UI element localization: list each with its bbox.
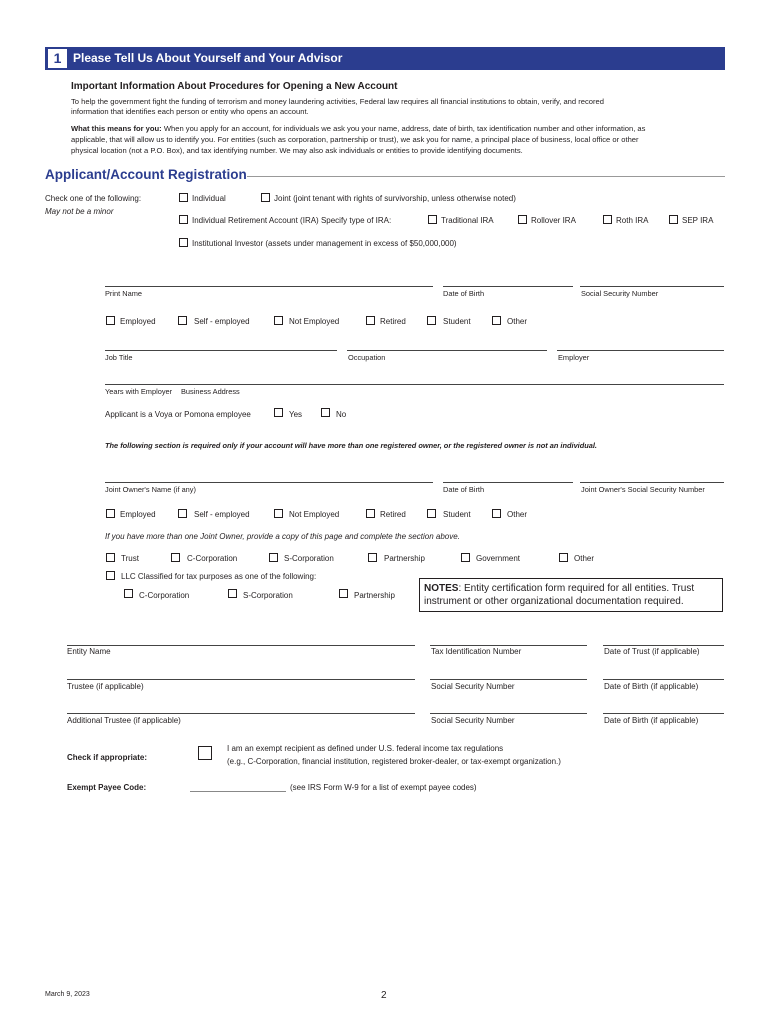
dob-label: Date of Birth bbox=[443, 289, 485, 298]
info-para2-text: When you apply for an account, for individuals we ask you your name, address, date of birth, tax identification number and other information, as bbox=[161, 124, 646, 133]
sep-ira-label: SEP IRA bbox=[682, 216, 714, 225]
llc-checkbox[interactable] bbox=[106, 571, 115, 580]
info-para1-line1: To help the government fight the funding of terrorism and money laundering activities, Federal law requires all financial institutions to obtain, verify, and recored bbox=[71, 97, 604, 106]
date-of-trust-label: Date of Trust (if applicable) bbox=[604, 647, 700, 656]
page-number: 2 bbox=[381, 990, 387, 1001]
important-info-heading: Important Information About Procedures for Opening a New Account bbox=[71, 81, 398, 92]
employed-checkbox[interactable] bbox=[106, 316, 115, 325]
notes-text bbox=[424, 582, 694, 608]
ira-checkbox[interactable] bbox=[179, 215, 188, 224]
llc-s-corp-checkbox[interactable] bbox=[228, 589, 237, 598]
check-one-label: Check one of the following: bbox=[45, 194, 142, 203]
joint-label: Joint (joint tenant with rights of survivorship, unless otherwise noted) bbox=[274, 194, 516, 203]
llc-label: LLC Classified for tax purposes as one of the following: bbox=[121, 572, 317, 581]
info-para2-line2: applicable, that will allow us to identify you. For entities (such as corporation, partnership or trust), we ask you for name, a principal place of business, local office or other bbox=[71, 135, 639, 144]
notes-line1: : Entity certification form required for all entities. Trust bbox=[458, 583, 695, 594]
info-para1-line2: information that identifies each person or entity who opens an account. bbox=[71, 107, 309, 116]
institutional-label: Institutional Investor (assets under management in excess of $50,000,000) bbox=[192, 239, 457, 248]
sep-ira-checkbox[interactable] bbox=[669, 215, 678, 224]
ira-label: Individual Retirement Account (IRA) Specify type of IRA: bbox=[192, 216, 392, 225]
exempt-line2: (e.g., C-Corporation, financial institution, registered broker-dealer, or tax-exempt organization.) bbox=[227, 757, 561, 766]
traditional-ira-label: Traditional IRA bbox=[441, 216, 494, 225]
joint-ssn-label: Joint Owner's Social Security Number bbox=[581, 485, 705, 494]
joint-ssn-line[interactable] bbox=[580, 482, 724, 483]
add-trustee-label: Additional Trustee (if applicable) bbox=[67, 716, 181, 725]
trust-checkbox[interactable] bbox=[106, 553, 115, 562]
government-checkbox[interactable] bbox=[461, 553, 470, 562]
joint-self-employed-checkbox[interactable] bbox=[178, 509, 187, 518]
institutional-checkbox[interactable] bbox=[179, 238, 188, 247]
llc-partnership-label: Partnership bbox=[354, 591, 395, 600]
registration-title: Applicant/Account Registration bbox=[45, 167, 247, 182]
joint-employed-checkbox[interactable] bbox=[106, 509, 115, 518]
notes-bold: NOTES bbox=[424, 583, 459, 594]
joint-employed-label: Employed bbox=[120, 510, 156, 519]
date-of-trust-line[interactable] bbox=[603, 645, 724, 646]
info-para2-line1 bbox=[71, 124, 645, 135]
print-name-label: Print Name bbox=[105, 289, 142, 298]
individual-label: Individual bbox=[192, 194, 226, 203]
employer-line[interactable] bbox=[557, 350, 724, 351]
voya-question: Applicant is a Voya or Pomona employee bbox=[105, 410, 251, 419]
entity-other-checkbox[interactable] bbox=[559, 553, 568, 562]
dob-line[interactable] bbox=[443, 286, 573, 287]
other-label: Other bbox=[507, 317, 528, 326]
exempt-checkbox[interactable] bbox=[198, 746, 212, 760]
exempt-payee-code-field[interactable] bbox=[190, 791, 286, 792]
student-checkbox[interactable] bbox=[427, 316, 436, 325]
exempt-payee-code-label: Exempt Payee Code: bbox=[67, 783, 147, 792]
c-corp-label: C-Corporation bbox=[187, 554, 238, 563]
job-title-label: Job Title bbox=[105, 353, 133, 362]
not-minor-note: May not be a minor bbox=[45, 207, 114, 216]
joint-not-employed-label: Not Employed bbox=[289, 510, 340, 519]
self-employed-checkbox[interactable] bbox=[178, 316, 187, 325]
info-para2-bold: What this means for you: bbox=[71, 124, 162, 133]
trust-label: Trust bbox=[121, 554, 139, 563]
trustee-label: Trustee (if applicable) bbox=[67, 682, 144, 691]
joint-section-note: The following section is required only if your account will have more than one registered owner, or the registered owner is not an individual. bbox=[105, 441, 597, 450]
not-employed-label: Not Employed bbox=[289, 317, 340, 326]
entity-name-label: Entity Name bbox=[67, 647, 111, 656]
joint-dob-label: Date of Birth bbox=[443, 485, 485, 494]
tin-label: Tax Identification Number bbox=[431, 647, 522, 656]
joint-self-employed-label: Self - employed bbox=[194, 510, 250, 519]
student-label: Student bbox=[443, 317, 471, 326]
rollover-ira-label: Rollover IRA bbox=[531, 216, 576, 225]
job-title-line[interactable] bbox=[105, 350, 337, 351]
joint-name-label: Joint Owner's Name (if any) bbox=[105, 485, 196, 494]
footer-date: March 9, 2023 bbox=[45, 991, 90, 998]
occupation-label: Occupation bbox=[348, 353, 386, 362]
joint-student-label: Student bbox=[443, 510, 471, 519]
add-trustee-line[interactable] bbox=[67, 713, 415, 714]
check-if-appropriate-label: Check if appropriate: bbox=[67, 753, 148, 762]
trustee-dob-line[interactable] bbox=[603, 679, 724, 680]
section-banner bbox=[45, 47, 725, 70]
employed-label: Employed bbox=[120, 317, 156, 326]
self-employed-label: Self - employed bbox=[194, 317, 250, 326]
exempt-line1: I am an exempt recipient as defined under U.S. federal income tax regulations bbox=[227, 744, 504, 753]
individual-checkbox[interactable] bbox=[179, 193, 188, 202]
years-with-employer-label: Years with Employer bbox=[105, 387, 173, 396]
joint-dob-line[interactable] bbox=[443, 482, 573, 483]
not-employed-checkbox[interactable] bbox=[274, 316, 283, 325]
section-number: 1 bbox=[48, 49, 67, 68]
trustee-dob-label: Date of Birth (if applicable) bbox=[604, 682, 699, 691]
llc-c-corp-label: C-Corporation bbox=[139, 591, 190, 600]
voya-no-label: No bbox=[336, 410, 347, 419]
llc-s-corp-label: S-Corporation bbox=[243, 591, 293, 600]
s-corp-label: S-Corporation bbox=[284, 554, 334, 563]
voya-yes-checkbox[interactable] bbox=[274, 408, 283, 417]
section-title: Please Tell Us About Yourself and Your Advisor bbox=[73, 51, 343, 65]
employer-label: Employer bbox=[558, 353, 590, 362]
s-corp-checkbox[interactable] bbox=[269, 553, 278, 562]
add-trustee-dob-line[interactable] bbox=[603, 713, 724, 714]
add-trustee-ssn-line[interactable] bbox=[430, 713, 587, 714]
llc-partnership-checkbox[interactable] bbox=[339, 589, 348, 598]
other-checkbox[interactable] bbox=[492, 316, 501, 325]
voya-no-checkbox[interactable] bbox=[321, 408, 330, 417]
retired-checkbox[interactable] bbox=[366, 316, 375, 325]
entity-other-label: Other bbox=[574, 554, 595, 563]
roth-ira-checkbox[interactable] bbox=[603, 215, 612, 224]
add-trustee-ssn-label: Social Security Number bbox=[431, 716, 515, 725]
tin-line[interactable] bbox=[430, 645, 587, 646]
business-address-label: Business Address bbox=[181, 387, 240, 396]
partnership-checkbox[interactable] bbox=[368, 553, 377, 562]
government-label: Government bbox=[476, 554, 521, 563]
occupation-line[interactable] bbox=[347, 350, 547, 351]
print-name-line[interactable] bbox=[105, 286, 433, 287]
joint-other-label: Other bbox=[507, 510, 528, 519]
notes-line2: instrument or other organizational documentation required. bbox=[424, 596, 684, 607]
joint-copy-note: If you have more than one Joint Owner, provide a copy of this page and complete the section above. bbox=[105, 532, 460, 541]
entity-name-line[interactable] bbox=[67, 645, 415, 646]
trustee-ssn-line[interactable] bbox=[430, 679, 587, 680]
title-rule bbox=[247, 176, 725, 177]
voya-yes-label: Yes bbox=[289, 410, 303, 419]
partnership-label: Partnership bbox=[384, 554, 425, 563]
business-address-line[interactable] bbox=[105, 384, 724, 385]
trustee-ssn-label: Social Security Number bbox=[431, 682, 515, 691]
joint-student-checkbox[interactable] bbox=[427, 509, 436, 518]
exempt-payee-code-note: (see IRS Form W-9 for a list of exempt payee codes) bbox=[290, 783, 477, 792]
joint-retired-checkbox[interactable] bbox=[366, 509, 375, 518]
joint-name-line[interactable] bbox=[105, 482, 433, 483]
joint-not-employed-checkbox[interactable] bbox=[274, 509, 283, 518]
joint-retired-label: Retired bbox=[380, 510, 406, 519]
joint-checkbox[interactable] bbox=[261, 193, 270, 202]
rollover-ira-checkbox[interactable] bbox=[518, 215, 527, 224]
trustee-line[interactable] bbox=[67, 679, 415, 680]
notes-box bbox=[419, 578, 723, 612]
ssn-label: Social Security Number bbox=[581, 289, 659, 298]
roth-ira-label: Roth IRA bbox=[616, 216, 649, 225]
c-corp-checkbox[interactable] bbox=[171, 553, 180, 562]
ssn-line[interactable] bbox=[580, 286, 724, 287]
retired-label: Retired bbox=[380, 317, 406, 326]
traditional-ira-checkbox[interactable] bbox=[428, 215, 437, 224]
llc-c-corp-checkbox[interactable] bbox=[124, 589, 133, 598]
info-para2-line3: physical location (not a P.O. Box), and tax identifying number. We may also ask individuals or entities to provide identifying documents. bbox=[71, 146, 523, 155]
joint-other-checkbox[interactable] bbox=[492, 509, 501, 518]
add-trustee-dob-label: Date of Birth (if applicable) bbox=[604, 716, 699, 725]
